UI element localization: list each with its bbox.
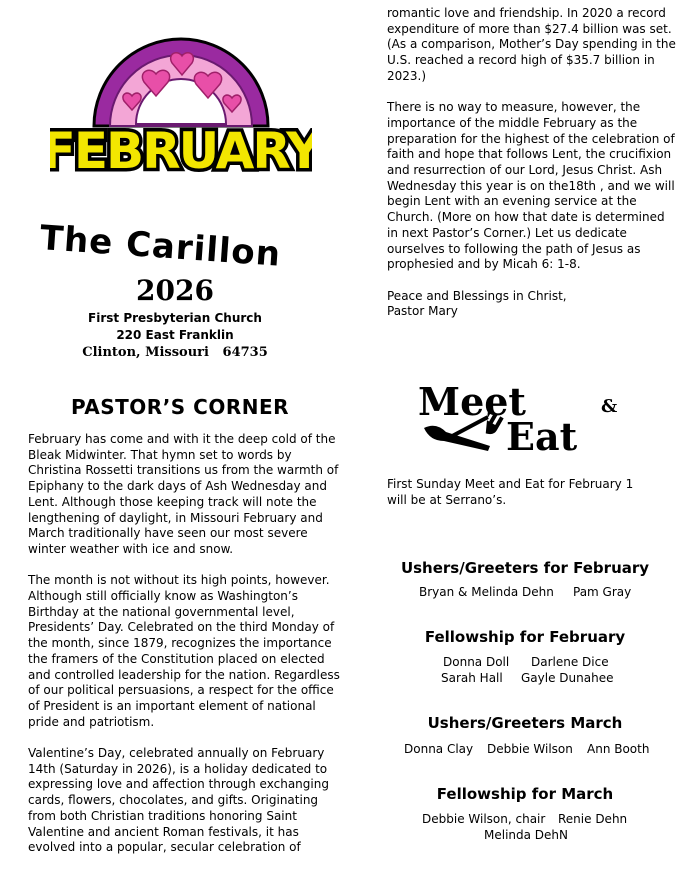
february-heart-arch-graphic — [50, 6, 312, 206]
list-item: Renie Dehn — [558, 812, 628, 826]
list-item: Melinda DehN — [484, 828, 568, 842]
fellowship-march-heading: Fellowship for March — [436, 785, 614, 803]
pastors-corner-heading: PASTOR’S CORNER — [70, 395, 290, 419]
church-name: First Presbyterian Church — [88, 311, 262, 325]
fellowship-february-names — [380, 655, 670, 687]
ampersand: & — [601, 396, 618, 417]
church-street: 220 East Franklin — [116, 328, 234, 342]
paragraph: There is no way to measure, however, the importance of the middle February as the preparation for the highest of the celebration of faith and hope that follows Lent, the crucifixion and resurrection of our Lord, Jesus Christ. Ash Wednesday this year is on the18th , and we will begin Lent with an evening service at the Church. (More on how that date is determined in next Pastor’s Corner.) Let us dedicate ourselves to following the path of Jesus as prophesied and by Micah 6: 1-8. — [387, 100, 675, 272]
paragraph: romantic love and friendship. In 2020 a record expenditure of more than $27.4 billion was set. (As a comparison, Mother’s Day spending in the U.S. reached a record high of $35.7 billion in 2023.) — [387, 6, 676, 83]
church-city: Clinton, Missouri 64735 — [82, 345, 268, 360]
list-item: Sarah Hall — [441, 671, 503, 685]
eat-word: Eat — [506, 414, 578, 454]
list-item: Bryan & Melinda Dehn — [419, 585, 554, 599]
paragraph: Valentine’s Day, celebrated annually on February 14th (Saturday in 2026), is a holiday dedicated to expressing love and affection through exchanging cards, flowers, chocolates, and gifts. Originating from both Christian traditions honoring Saint Valentine and ancient Roman festivals, it has evolved into a popular, secular celebration of — [28, 746, 329, 855]
paragraph: The month is not without its high points, however. Although still officially know as Washington’s Birthday at the national governmental level, Presidents’ Day. Celebrated on the third Monday of the month, since 1879, recognizes the importance the framers of the Constitution placed on elected and controlled leadership for the nation. Regardless of our political persuasions, a respect for the office of President is an important element of national pride and patriotism. — [28, 573, 340, 729]
list-item: Donna Doll — [443, 655, 510, 669]
list-item: Gayle Dunahee — [521, 671, 614, 685]
list-item: Donna Clay — [404, 742, 474, 756]
ushers-march-names — [380, 742, 670, 758]
meet-and-eat-logo — [418, 382, 633, 454]
ushers-march-heading: Ushers/Greeters March — [427, 714, 623, 732]
february-logo — [50, 6, 312, 206]
list-item: Darlene Dice — [531, 655, 609, 669]
ushers-february-names — [380, 585, 670, 601]
year: 2026 — [136, 274, 214, 307]
list-item: Pam Gray — [573, 585, 632, 599]
signature: Pastor Mary — [387, 304, 458, 319]
pastors-corner-column-left — [28, 432, 340, 872]
meet-word: Meet — [418, 382, 526, 424]
meet-and-eat-line-2: will be at Serrano’s. — [387, 493, 507, 507]
fellowship-february-heading: Fellowship for February — [424, 628, 626, 646]
list-item: Debbie Wilson, chair — [422, 812, 546, 826]
month-logo-text: FEBRUARY — [50, 122, 312, 180]
list-item: Ann Booth — [587, 742, 650, 756]
paragraph: February has come and with it the deep cold of the Bleak Midwinter. That hymn set to words by Christina Rossetti transitions us from the warmth of Epiphany to the dark days of Ash Wednesday and Lent. Although those keeping track will note the lengthening of daylight, in Missouri February and March traditionally have seen our most severe winter weather with ice and snow. — [28, 432, 339, 556]
fellowship-march-names — [380, 812, 670, 844]
list-item: Debbie Wilson — [487, 742, 573, 756]
pastors-corner-column-right — [387, 6, 677, 320]
meet-and-eat-text — [387, 476, 667, 508]
newsletter-title: The Carillon — [38, 218, 283, 275]
ushers-february-heading: Ushers/Greeters for February — [400, 559, 650, 577]
meet-and-eat-line-1: First Sunday Meet and Eat for February 1 — [387, 477, 634, 491]
closing: Peace and Blessings in Christ, — [387, 288, 567, 303]
